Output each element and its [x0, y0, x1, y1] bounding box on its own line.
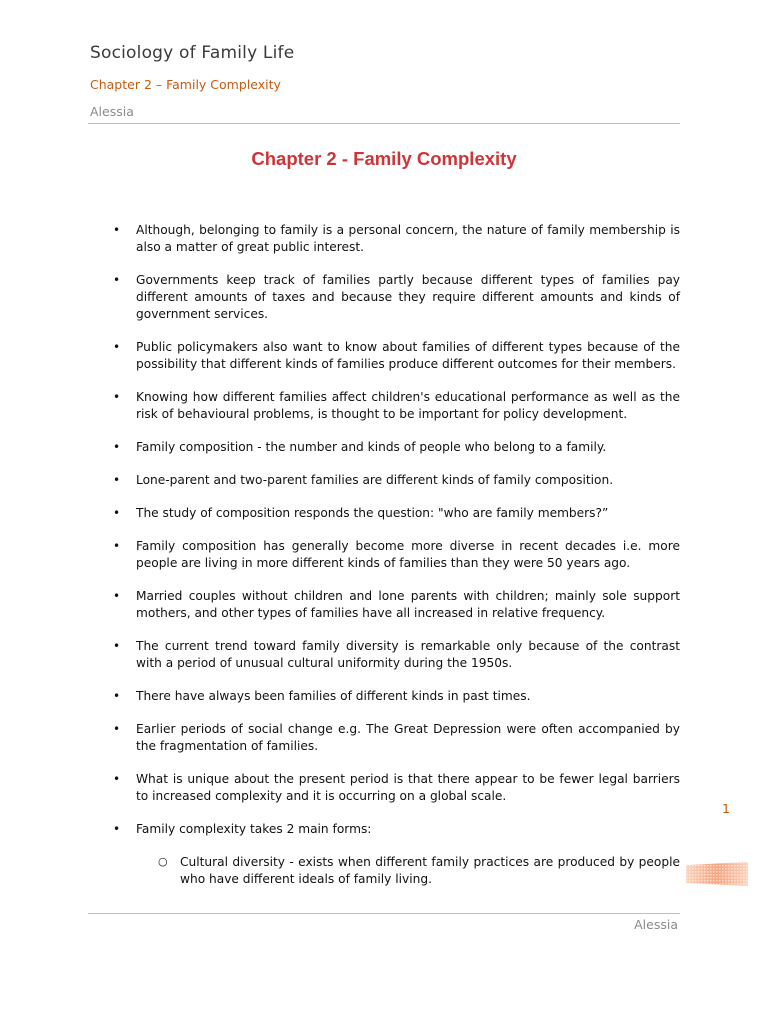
bullet-item	[88, 505, 680, 522]
bullet-marker: •	[113, 340, 121, 354]
bullet-marker: •	[113, 539, 121, 553]
bullet-item	[88, 339, 680, 373]
bullet-item	[88, 472, 680, 489]
document-subtitle: Chapter 2 – Family Complexity	[90, 77, 281, 92]
bullet-text: Knowing how different families affect children's educational performance as well as the risk of behavioural problems, is thought to be important for policy development.	[136, 390, 680, 421]
bullet-marker: •	[113, 772, 121, 786]
bullet-marker: •	[113, 689, 121, 703]
bullet-item	[88, 688, 680, 705]
bullet-text: There have always been families of different kinds in past times.	[136, 689, 531, 703]
bullet-item	[88, 272, 680, 323]
bullet-item	[88, 771, 680, 805]
bullet-marker: •	[113, 506, 121, 520]
bullet-item	[88, 821, 680, 838]
bullet-marker: •	[113, 473, 121, 487]
bullet-marker: •	[113, 639, 121, 653]
bullet-item	[88, 222, 680, 256]
bullet-text: Although, belonging to family is a personal concern, the nature of family membership is also a matter of great public interest.	[136, 223, 680, 254]
bullet-marker: •	[113, 390, 121, 404]
sub-bullet-item	[88, 854, 680, 888]
bullet-item	[88, 588, 680, 622]
bullet-text: Family complexity takes 2 main forms:	[136, 822, 372, 836]
sub-bullet-list	[88, 854, 680, 888]
bullet-text: Married couples without children and lone parents with children; mainly sole support mothers, and other types of families have all increased in relative frequency.	[136, 589, 680, 620]
sub-bullet-container	[88, 854, 680, 888]
bullet-marker: •	[113, 722, 121, 736]
document-title: Sociology of Family Life	[90, 43, 295, 63]
bullet-marker: •	[113, 440, 121, 454]
bullet-marker: •	[113, 822, 121, 836]
bullet-item	[88, 538, 680, 572]
bullet-text: Governments keep track of families partly because different types of families pay different amounts of taxes and because they require different amounts and kinds of government services.	[136, 273, 680, 321]
bullet-item	[88, 389, 680, 423]
bullet-text: Family composition - the number and kinds of people who belong to a family.	[136, 440, 607, 454]
bullet-marker: •	[113, 589, 121, 603]
bullet-item	[88, 439, 680, 456]
footer-author: Alessia	[634, 917, 678, 932]
bullet-list	[88, 222, 680, 896]
bullet-marker: •	[113, 273, 121, 287]
bullet-item	[88, 721, 680, 755]
page-number: 1	[722, 801, 730, 816]
bullet-text: Public policymakers also want to know about families of different types because of the possibility that different kinds of families produce different outcomes for their members.	[136, 340, 680, 371]
bullet-text: What is unique about the present period is that there appear to be fewer legal barriers to increased complexity and it is occurring on a global scale.	[136, 772, 680, 803]
bullet-text: Lone-parent and two-parent families are different kinds of family composition.	[136, 473, 614, 487]
header-divider	[88, 123, 680, 124]
bullet-item	[88, 638, 680, 672]
sub-bullet-text: Cultural diversity - exists when different family practices are produced by people who have different ideals of family living.	[180, 855, 680, 886]
page-tab-decoration	[686, 862, 748, 886]
bullet-text: Earlier periods of social change e.g. The Great Depression were often accompanied by the fragmentation of families.	[136, 722, 680, 753]
sub-bullet-marker: ○	[158, 855, 168, 868]
bullet-marker: •	[113, 223, 121, 237]
bullet-text: The current trend toward family diversity is remarkable only because of the contrast with a period of unusual cultural uniformity during the 1950s.	[136, 639, 680, 670]
chapter-heading: Chapter 2 - Family Complexity	[251, 148, 517, 169]
footer-divider	[88, 913, 680, 914]
bullet-text: Family composition has generally become more diverse in recent decades i.e. more people are living in more different kinds of families than they were 50 years ago.	[136, 539, 680, 570]
bullet-text: The study of composition responds the question: "who are family members?”	[136, 506, 609, 520]
header-author: Alessia	[90, 104, 134, 119]
